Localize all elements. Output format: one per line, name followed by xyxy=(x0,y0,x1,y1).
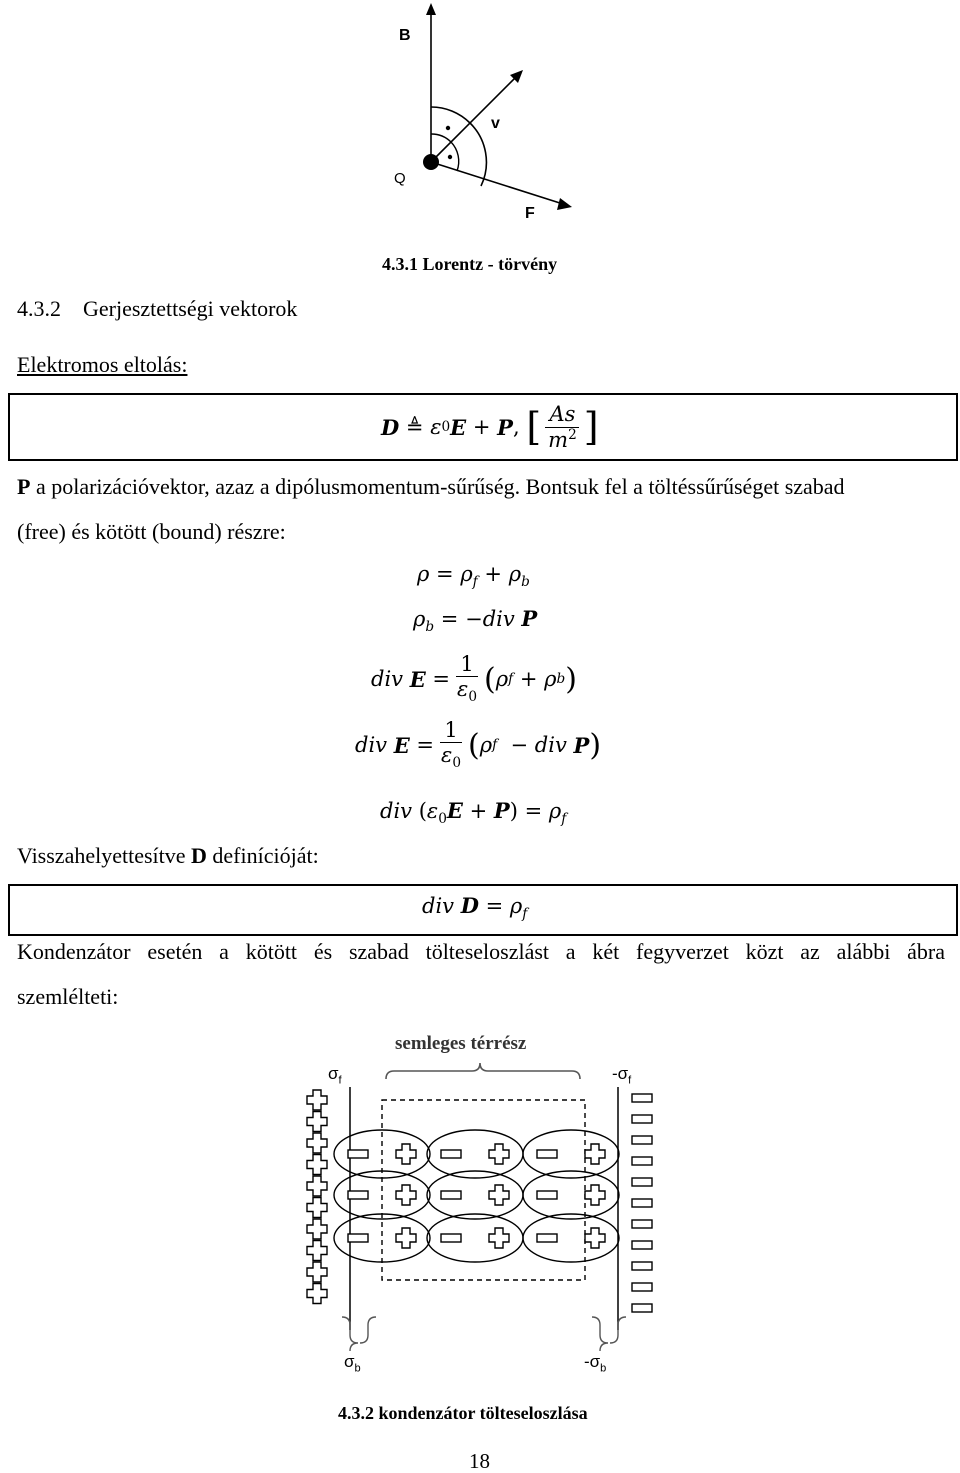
paragraph-capacitor-line2: szemlélteti: xyxy=(17,984,119,1009)
free-positive-charge xyxy=(307,1155,327,1175)
unit-fraction xyxy=(544,402,581,451)
label-v: v xyxy=(491,115,500,132)
free-positive-charge xyxy=(307,1176,327,1196)
dipole-positive-charge xyxy=(585,1228,605,1248)
subheading-electric-displacement: Elektromos eltolás: xyxy=(17,352,188,377)
free-negative-charge xyxy=(632,1136,652,1144)
dipole-positive-charge xyxy=(396,1185,416,1205)
capacitor-diagram xyxy=(290,1055,680,1355)
equation-div-e-1: div E = $\frac{1}{\varepsilon_0}$ ( ρ f + ρ b ) xyxy=(371,652,577,706)
paragraph-bold-p: P xyxy=(17,474,31,499)
right-angle-dot-2 xyxy=(448,155,452,159)
b-arrowhead xyxy=(426,3,436,15)
neutral-region-box xyxy=(382,1100,585,1280)
free-positive-charge xyxy=(307,1262,327,1282)
free-positive-charge xyxy=(307,1112,327,1132)
dipole-negative-charge xyxy=(348,1150,368,1158)
dipole-positive-charge xyxy=(489,1228,509,1248)
substitution-text-before: Visszahelyettesítve xyxy=(17,843,192,868)
equation-div-e-2: div E = $\frac{1}{\varepsilon_0}$ ( ρ f − div P ) xyxy=(355,718,602,772)
figure-caption-capacitor: 4.3.2 kondenzátor tölteseloszlása xyxy=(338,1403,588,1423)
dipole-positive-charge xyxy=(489,1144,509,1164)
free-negative-charge xyxy=(632,1241,652,1249)
substitution-bold-d: D xyxy=(191,843,207,868)
section-title: Gerjesztettségi vektorok xyxy=(83,296,298,321)
free-negative-charge xyxy=(632,1220,652,1228)
free-negative-charge xyxy=(632,1262,652,1270)
free-positive-charge xyxy=(307,1198,327,1218)
free-negative-charge xyxy=(632,1283,652,1291)
v-vector-line xyxy=(431,75,518,162)
equation-rho-b: $\rho_b = -div$ P xyxy=(413,606,538,636)
free-negative-charge xyxy=(632,1157,652,1165)
unit-numerator: As xyxy=(545,402,579,427)
free-negative-charge xyxy=(632,1304,652,1312)
dipole-negative-charge xyxy=(348,1191,368,1199)
free-positive-charge xyxy=(307,1133,327,1153)
neutral-region-brace xyxy=(386,1063,580,1079)
label-neg-sigma-f: $-\sigma_f$ xyxy=(612,1064,632,1087)
lorentz-diagram xyxy=(380,0,600,240)
dipole-negative-charge xyxy=(537,1191,557,1199)
section-number: 4.3.2 xyxy=(17,296,61,321)
angle-arc-inner xyxy=(431,134,451,142)
dipole-negative-charge xyxy=(348,1234,368,1242)
dipole-negative-charge xyxy=(441,1234,461,1242)
dipole-positive-charge xyxy=(585,1185,605,1205)
substitution-line xyxy=(17,845,319,867)
free-negative-charge xyxy=(632,1115,652,1123)
free-positive-charge xyxy=(307,1241,327,1261)
page-number: 18 xyxy=(469,1449,490,1473)
free-positive-charge xyxy=(307,1090,327,1110)
dipole-negative-charge xyxy=(441,1150,461,1158)
label-sigma-f: $\sigma_f$ xyxy=(328,1064,342,1087)
free-negative-charge xyxy=(632,1199,652,1207)
equation-div-d: div $D = \rho_f$ xyxy=(422,893,528,923)
dipole-positive-charge xyxy=(396,1228,416,1248)
paragraph-polarization-line2: (free) és kötött (bound) részre: xyxy=(17,519,286,544)
charge-q-dot xyxy=(423,154,439,170)
paragraph-text: a polarizációvektor, azaz a dipólusmomentum-sűrűség. Bontsuk fel a töltéssűrűséget szabad xyxy=(30,474,845,499)
left-bound-charge-brace xyxy=(342,1317,358,1351)
equation-rho-sum: $\rho = \rho_f + \rho_b$ xyxy=(417,562,530,591)
figure-title-neutral-region: semleges térrész xyxy=(395,1033,527,1054)
equation-div-eps-e-p: div $(\varepsilon_0E + P) = \rho_f$ xyxy=(380,798,567,828)
free-positive-charge xyxy=(307,1284,327,1304)
unit-power: 2 xyxy=(568,426,577,443)
label-sigma-b: $\sigma_b$ xyxy=(344,1352,361,1375)
equation-d-definition: D ≜ ε 0 E + P , [ $\frac{As}{m^2}$ ] xyxy=(381,402,599,452)
angle-arc-outer xyxy=(431,107,470,123)
section-heading xyxy=(17,298,297,320)
label-f: F xyxy=(525,205,535,222)
paragraph-capacitor-line1: Kondenzátor esetén a kötött és szabad tölteseloszlást a két fegyverzet közt az alábbi ábra xyxy=(17,939,945,964)
free-negative-charge xyxy=(632,1178,652,1186)
f-vector-line xyxy=(431,162,563,204)
right-angle-dot-1 xyxy=(446,126,450,130)
right-bound-charge-brace xyxy=(592,1317,608,1351)
dipole-positive-charge xyxy=(489,1185,509,1205)
label-q: Q xyxy=(394,170,406,187)
free-negative-charge xyxy=(632,1094,652,1102)
substitution-text-after: definícióját: xyxy=(206,843,319,868)
left-bound-charge-brace-2 xyxy=(360,1317,376,1343)
right-bound-charge-brace-2 xyxy=(610,1317,626,1343)
label-neg-sigma-b: $-\sigma_b$ xyxy=(584,1352,607,1375)
dipole-positive-charge xyxy=(585,1144,605,1164)
free-positive-charge xyxy=(307,1219,327,1239)
dipole-negative-charge xyxy=(537,1234,557,1242)
dipole-negative-charge xyxy=(537,1150,557,1158)
paragraph-polarization-line1 xyxy=(17,476,845,498)
label-b: B xyxy=(399,27,411,44)
figure-caption-lorentz: 4.3.1 Lorentz - törvény xyxy=(382,254,558,274)
dipole-negative-charge xyxy=(441,1191,461,1199)
angle-arc-inner-2 xyxy=(451,142,459,171)
unit-denominator: m xyxy=(548,427,569,452)
f-arrowhead xyxy=(557,198,572,210)
dipole-positive-charge xyxy=(396,1144,416,1164)
